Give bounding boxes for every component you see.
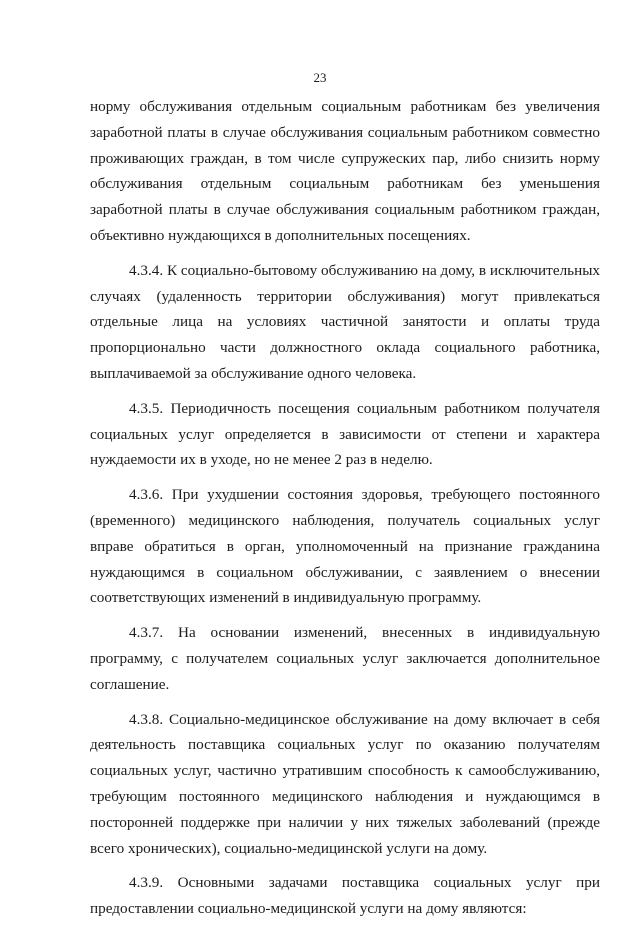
document-body	[90, 94, 600, 931]
paragraph-4-3-6: 4.3.6. При ухудшении состояния здоровья, требующего постоянного (временного) медицинского наблюдения, получатель социальных услуг вправе обратиться в орган, уполномоченный на признание гражданина нуждающимся в социальном обслуживании, с заявлением о внесении соответствующих изменений в индивидуальную программу.	[90, 486, 600, 607]
paragraph-4-3-4: 4.3.4. К социально-бытовому обслуживанию на дому, в исключительных случаях (удаленность территории обслуживания) могут привлекаться отдельные лица на условиях частичной занятости и оплаты труда пропорционально части должностного оклада социального работника, выплачиваемой за обслуживание одного человека.	[90, 261, 600, 382]
paragraph-4-3-9: 4.3.9. Основными задачами поставщика социальных услуг при предоставлении социально-медицинской услуги на дому являются:	[90, 874, 600, 918]
paragraph-4-3-8: 4.3.8. Социально-медицинское обслуживание на дому включает в себя деятельность поставщика социальных услуг по оказанию получателям социальных услуг, частично утратившим способность к самообслуживанию, требующим постоянного медицинского наблюдения и нуждающимся в посторонней поддержке при наличии у них тяжелых заболеваний (прежде всего хронических), социально-медицинской услуги на дому.	[90, 710, 600, 857]
paragraph-4-3-5: 4.3.5. Периодичность посещения социальным работником получателя социальных услуг определяется в зависимости от степени и характера нуждаемости их в уходе, но не менее 2 раз в неделю.	[90, 399, 600, 469]
paragraph-4-3-7: 4.3.7. На основании изменений, внесенных в индивидуальную программу, с получателем социальных услуг заключается дополнительное соглашение.	[90, 624, 600, 693]
page-number: 23	[313, 70, 327, 85]
paragraph-continuation: норму обслуживания отдельным социальным работникам без увеличения заработной платы в случае обслуживания социальным работником совместно проживающих граждан, в том числе супружеских пар, либо снизить норму обслуживания отдельным социальным работникам без уменьшения заработной платы в случае обслуживания социальным работником граждан, объективно нуждающихся в дополнительных посещениях.	[90, 98, 600, 244]
